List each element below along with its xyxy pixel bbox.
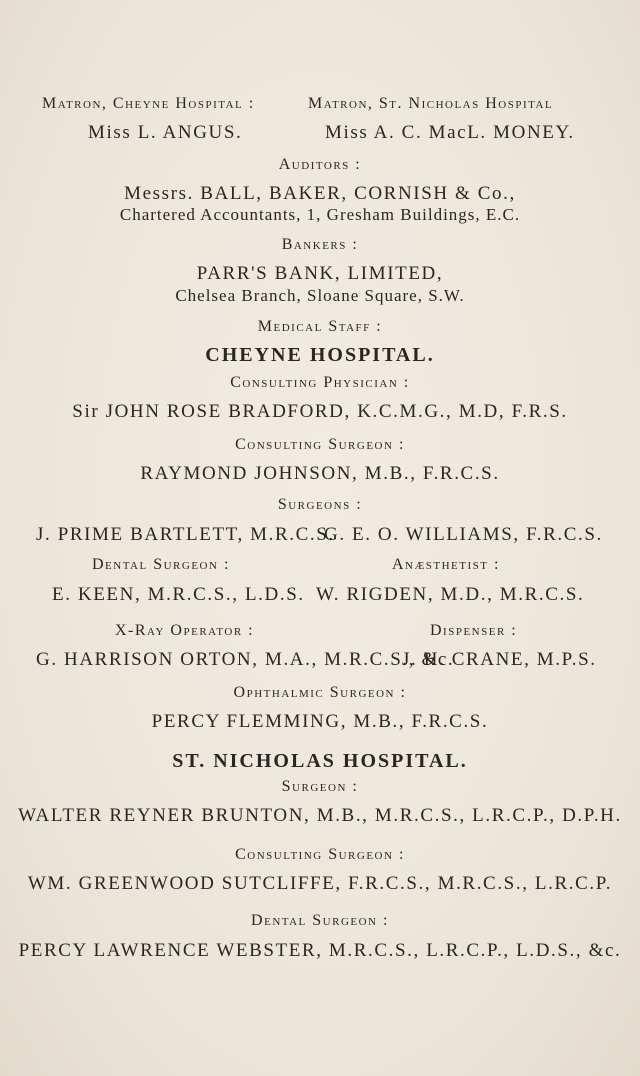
bankers-address: Chelsea Branch, Sloane Square, S.W. (175, 286, 465, 305)
surgeon-1-name: J. PRIME BARTLETT, M.R.C.S. (36, 524, 335, 545)
auditors-firm: Messrs. BALL, BAKER, CORNISH & Co., (124, 183, 516, 204)
consulting-surgeon-heading: Consulting Surgeon : (235, 436, 405, 453)
st-nicholas-consulting-surgeon-name: WM. GREENWOOD SUTCLIFFE, F.R.C.S., M.R.C.S., L.R.C.P. (27, 873, 613, 894)
bankers-name: PARR'S BANK, LIMITED, (196, 263, 444, 284)
anaesthetist-heading: Anæsthetist : (392, 556, 500, 573)
bankers-heading: Bankers : (281, 236, 359, 253)
dispenser-heading: Dispenser : (430, 622, 518, 639)
x-ray-operator-name: G. HARRISON ORTON, M.A., M.R.C.S., &c. (36, 649, 455, 670)
surgeons-heading: Surgeons : (277, 496, 363, 513)
dental-surgeon-heading: Dental Surgeon : (92, 556, 230, 573)
consulting-physician-heading: Consulting Physician : (230, 374, 410, 391)
st-nicholas-surgeon-heading: Surgeon : (281, 778, 359, 795)
anaesthetist-name: W. RIGDEN, M.D., M.R.C.S. (316, 584, 585, 605)
matron-cheyne-title: Matron, Cheyne Hospital : (42, 95, 255, 112)
cheyne-hospital-heading: CHEYNE HOSPITAL. (205, 344, 435, 366)
st-nicholas-consulting-surgeon-heading: Consulting Surgeon : (235, 846, 405, 863)
auditors-heading: Auditors : (278, 156, 362, 173)
st-nicholas-dental-surgeon-heading: Dental Surgeon : (251, 912, 389, 929)
dispenser-name: J. H. CRANE, M.P.S. (402, 649, 597, 670)
medical-staff-heading: Medical Staff : (257, 318, 383, 335)
ophthalmic-surgeon-heading: Ophthalmic Surgeon : (233, 684, 407, 701)
x-ray-operator-heading: X-Ray Operator : (115, 622, 255, 639)
matron-st-nicholas-title: Matron, St. Nicholas Hospital (308, 95, 554, 112)
dental-surgeon-name: E. KEEN, M.R.C.S., L.D.S. (52, 584, 305, 605)
auditors-address: Chartered Accountants, 1, Gresham Buildings, E.C. (119, 205, 521, 224)
consulting-surgeon-name: RAYMOND JOHNSON, M.B., F.R.C.S. (140, 463, 500, 484)
st-nicholas-dental-surgeon-name: PERCY LAWRENCE WEBSTER, M.R.C.S., L.R.C.P., L.D.S., &c. (18, 940, 622, 961)
surgeon-2-name: G. E. O. WILLIAMS, F.R.C.S. (324, 524, 603, 545)
st-nicholas-hospital-heading: ST. NICHOLAS HOSPITAL. (172, 750, 468, 772)
ophthalmic-surgeon-name: PERCY FLEMMING, M.B., F.R.C.S. (151, 711, 489, 732)
matron-cheyne-name: Miss L. ANGUS. (88, 122, 243, 143)
matron-st-nicholas-name: Miss A. C. MacL. MONEY. (325, 122, 575, 143)
st-nicholas-surgeon-name: WALTER REYNER BRUNTON, M.B., M.R.C.S., L.R.C.P., D.P.H. (18, 805, 622, 826)
consulting-physician-name: Sir JOHN ROSE BRADFORD, K.C.M.G., M.D, F.R.S. (72, 401, 568, 422)
